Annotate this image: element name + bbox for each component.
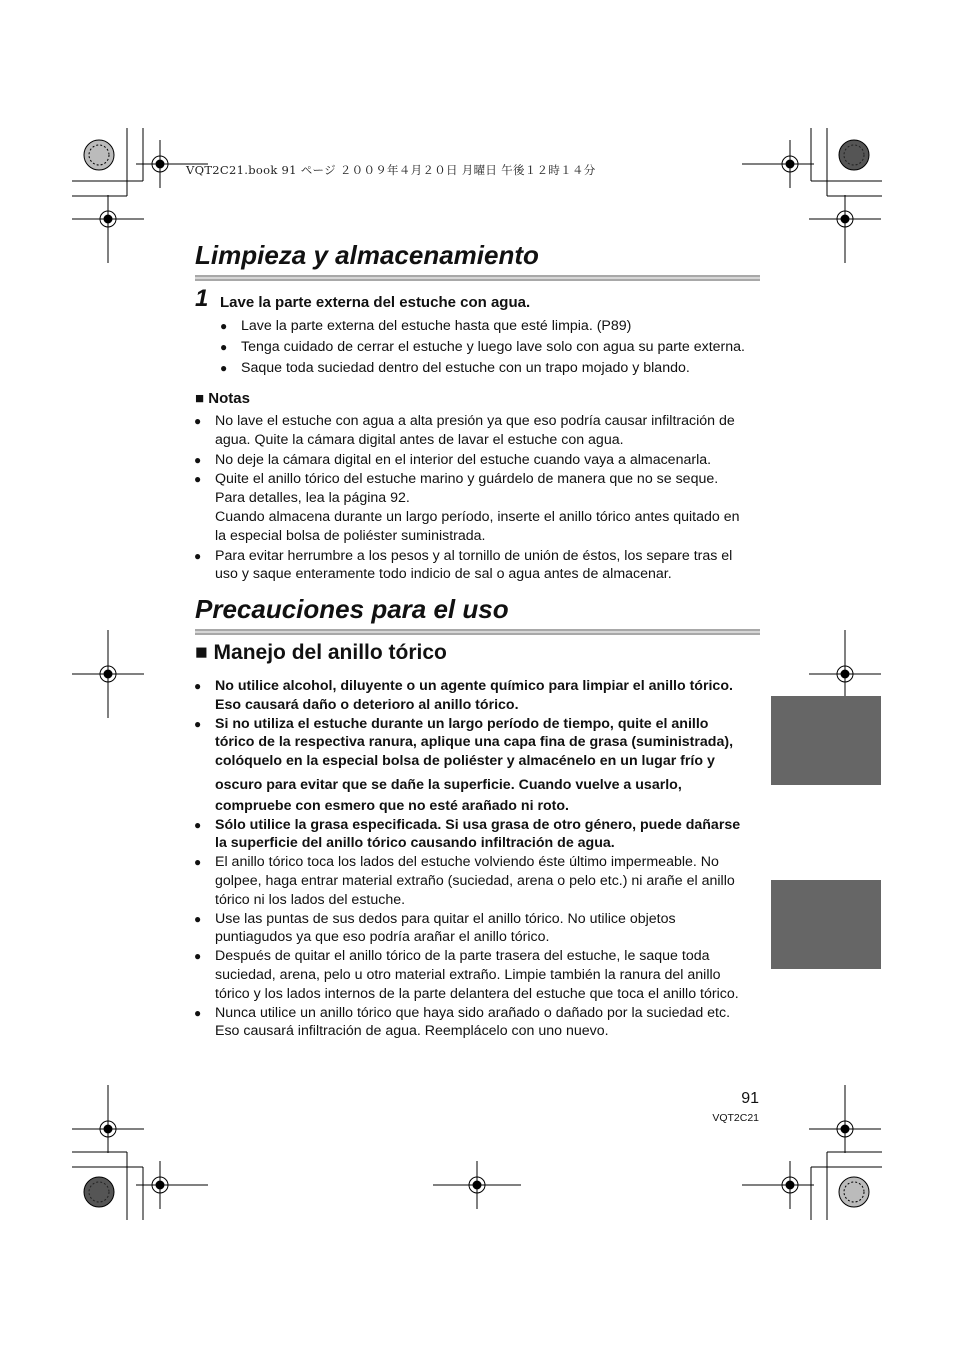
- list-item: ● Después de quitar el anillo tórico de la parte trasera del estuche, le saque toda suciedad, arena, pelo u otro material extraño. Limpie también la ranura del anillo tórico y los lados internos de la parte delantera del estuche que toca el anillo tórico.: [194, 948, 739, 1002]
- list-item: ● Si no utiliza el estuche durante un largo período de tiempo, quite el anillo tórico de la respectiva ranura, aplique una capa fina de grasa (suministrada), colóquelo en la especial bolsa de poliéster y almacénelo en un lugar frío y oscuro para evitar que se dañe la superficie. Cuando vuelve a usarlo, compruebe con esmero que no esté arañado ni roto.: [194, 715, 734, 814]
- side-thumb-tab: [771, 880, 881, 969]
- list-item: ● Lave la parte externa del estuche hasta que esté limpia. (P89): [220, 318, 632, 334]
- bullet-icon: ●: [220, 319, 228, 333]
- list-item: ● No deje la cámara digital en el interior del estuche cuando vaya a almacenarla.: [194, 451, 712, 468]
- notes-heading: ■ Notas: [195, 390, 250, 407]
- list-item: ● No utilice alcohol, diluyente o un agente químico para limpiar el anillo tórico. Eso causará daño o deterioro al anillo tórico.: [194, 678, 733, 713]
- side-thumb-tab: [771, 696, 881, 785]
- bullet-icon: ●: [194, 817, 202, 832]
- page-number: 91: [741, 1090, 759, 1107]
- step-bullet-list: [220, 317, 781, 379]
- bullet-icon: ●: [194, 716, 202, 731]
- title-rule: [195, 629, 760, 635]
- bullet-icon: ●: [194, 911, 202, 926]
- section-title-precauciones: Precauciones para el uso: [195, 594, 509, 624]
- bullet-icon: ●: [194, 679, 202, 693]
- precautions-list: [194, 677, 780, 1041]
- list-item: ● Nunca utilice un anillo tórico que haya sido arañado o dañado por la suciedad etc. Eso causará infiltración de agua. Reemplácelo con uno nuevo.: [194, 1004, 731, 1040]
- list-item: ● Quite el anillo tórico del estuche marino y guárdelo de manera que no se seque. Para detalles, lea la página 92. Cuando almacena durante un largo período, inserte el anillo tórico antes quitado en la especial bolsa de poliéster suministrada.: [194, 471, 740, 544]
- bullet-icon: ●: [194, 452, 202, 467]
- document-code: VQT2C21: [712, 1112, 759, 1124]
- title-rule: [195, 275, 760, 281]
- section-title-limpieza: Limpieza y almacenamiento: [195, 240, 539, 270]
- list-item: ● Saque toda suciedad dentro del estuche con un trapo mojado y blando.: [220, 359, 690, 376]
- list-item: ● El anillo tórico toca los lados del estuche volviendo éste último impermeable. No golpee, haga entrar material extraño (suciedad, arena o pelo etc.) ni arañe el anillo tórico ni los lados del estuche.: [194, 854, 735, 908]
- list-item: ● Sólo utilice la grasa especificada. Si usa grasa de otro género, puede dañarse la superficie del anillo tórico causando infiltración de agua.: [194, 816, 741, 852]
- print-header: VQT2C21.book 91 ページ ２００９年４月２０日 月曜日 午後１２時１４分: [186, 163, 596, 177]
- bullet-icon: ●: [220, 339, 228, 354]
- square-bullet-icon: ■: [195, 641, 208, 664]
- bullet-icon: ●: [194, 414, 202, 428]
- step-number: 1: [195, 285, 209, 312]
- square-bullet-icon: ■: [195, 390, 205, 407]
- bullet-icon: ●: [220, 360, 228, 375]
- list-item: ● Tenga cuidado de cerrar el estuche y luego lave solo con agua su parte externa.: [220, 338, 745, 355]
- bullet-icon: ●: [194, 472, 202, 487]
- bullet-icon: ●: [194, 548, 202, 563]
- list-item: ● Para evitar herrumbre a los pesos y al tornillo de unión de éstos, los separe tras el uso y saque enteramente todo indicio de sal o agua antes de almacenar.: [194, 547, 733, 583]
- bullet-icon: ●: [194, 1005, 202, 1020]
- bullet-icon: ●: [194, 949, 202, 964]
- list-item: ● Use las puntas de sus dedos para quitar el anillo tórico. No utilice objetos puntiagudos ya que eso podría arañar el anillo tórico.: [194, 910, 676, 946]
- subsection-heading: ■ Manejo del anillo tórico: [195, 641, 447, 664]
- bullet-icon: ●: [194, 855, 202, 870]
- list-item: ● No lave el estuche con agua a alta presión ya que eso podría causar infiltración de agua. Quite la cámara digital antes de lavar el estuche con agua.: [194, 413, 735, 448]
- notes-list: [194, 412, 775, 585]
- step-text: Lave la parte externa del estuche con agua.: [220, 294, 531, 311]
